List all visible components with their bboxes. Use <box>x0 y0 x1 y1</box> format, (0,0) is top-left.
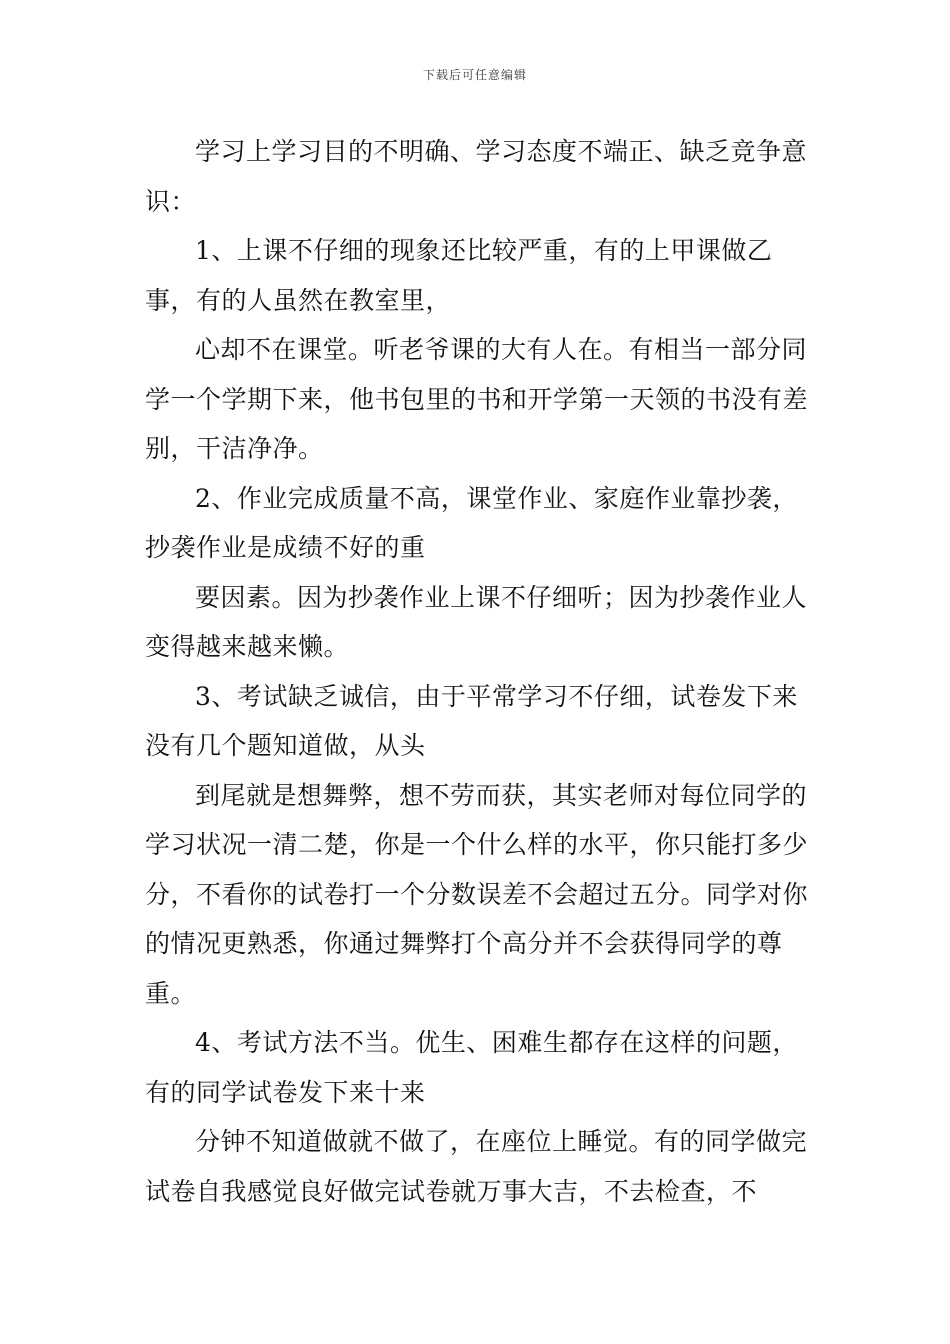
paragraph: 心却不在课堂。听老爷课的大有人在。有相当一部分同学一个学期下来，他书包里的书和开学第一天领的书没有差别，干洁净净。 <box>145 335 809 463</box>
paragraph: 1、上课不仔细的现象还比较严重，有的上甲课做乙事，有的人虽然在教室里， <box>145 236 773 315</box>
paragraph: 分钟不知道做就不做了，在座位上睡觉。有的同学做完试卷自我感觉良好做完试卷就万事大吉，不去检查，不 <box>145 1127 808 1206</box>
paragraph: 要因素。因为抄袭作业上课不仔细听；因为抄袭作业人变得越来越来懒。 <box>145 582 808 661</box>
paragraph: 到尾就是想舞弊，想不劳而获，其实老师对每位同学的学习状况一清二楚，你是一个什么样的水平，你只能打多少分，不看你的试卷打一个分数误差不会超过五分。同学对你的情况更熟悉，你通过舞弊打个高分并不会获得同学的尊重。 <box>145 780 809 1008</box>
paragraph: 学习上学习目的不明确、学习态度不端正、缺乏竞争意识： <box>145 137 808 216</box>
page-header: 下载后可任意编辑 <box>422 68 527 82</box>
paragraph: 2、作业完成质量不高，课堂作业、家庭作业靠抄袭，抄袭作业是成绩不好的重 <box>145 483 798 562</box>
paragraph: 3、考试缺乏诚信，由于平常学习不仔细，试卷发下来没有几个题知道做，从头 <box>145 681 798 760</box>
document-body <box>145 127 810 1216</box>
paragraph: 4、考试方法不当。优生、困难生都存在这样的问题，有的同学试卷发下来十来 <box>145 1028 798 1107</box>
